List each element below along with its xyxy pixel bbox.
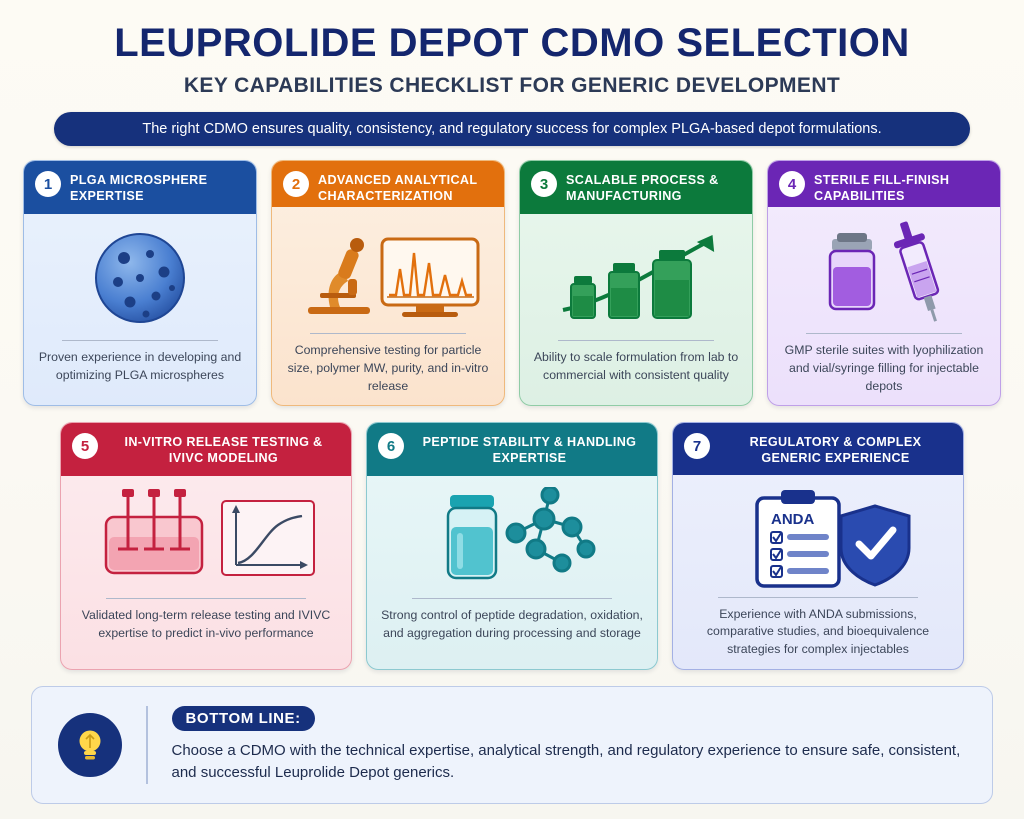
- card-description: Validated long-term release testing and IVIVC expertise to predict in-vivo performance: [81, 608, 331, 641]
- card-header: [24, 161, 256, 214]
- card-title: STERILE FILL-FINISH CAPABILITIES: [814, 173, 950, 203]
- lightbulb-icon: [58, 713, 122, 777]
- card-body: [520, 214, 752, 405]
- capability-card-1[interactable]: [23, 160, 257, 406]
- page-subtitle: KEY CAPABILITIES CHECKLIST FOR GENERIC DEVELOPMENT: [183, 74, 841, 97]
- dissolution-apparatus-curve-icon: [88, 486, 324, 590]
- card-header: [61, 423, 351, 476]
- capability-card-4[interactable]: [767, 160, 1001, 406]
- capability-card-2[interactable]: [271, 160, 505, 406]
- vial-molecule-icon: [404, 486, 620, 590]
- card-number: 2: [283, 171, 309, 197]
- card-divider: [718, 597, 918, 598]
- intro-banner: The right CDMO ensures quality, consistency, and regulatory success for complex PLGA-based depot formulations.: [54, 112, 970, 146]
- card-number: 3: [531, 171, 557, 197]
- capability-card-7[interactable]: [672, 422, 964, 670]
- card-body: [272, 207, 504, 405]
- capability-card-5[interactable]: [60, 422, 352, 670]
- vial-syringe-icon: [804, 217, 964, 325]
- card-description: Experience with ANDA submissions, comparative studies, and bioequivalence strategies for complex injectables: [706, 606, 930, 657]
- anda-clipboard-shield-icon: [723, 485, 913, 589]
- card-description: GMP sterile suites with lyophilization and vial/syringe filling for injectable depots: [784, 343, 984, 393]
- card-header: [520, 161, 752, 214]
- card-description: Strong control of peptide degradation, oxidation, and aggregation during processing and storage: [381, 608, 643, 641]
- card-divider: [310, 333, 467, 334]
- card-title: PLGA MICROSPHERE EXPERTISE: [70, 173, 208, 203]
- microsphere-icon: [84, 224, 196, 332]
- card-divider: [62, 340, 219, 341]
- capability-card-6[interactable]: [366, 422, 658, 670]
- card-description: Ability to scale formulation from lab to commercial with consistent quality: [533, 350, 739, 383]
- card-divider: [558, 340, 715, 341]
- card-body: [673, 475, 963, 669]
- bottom-line-body: Choose a CDMO with the technical expertise, analytical strength, and regulatory experience to ensure safe, consistent, and successful Leuprolide Depot generics.: [171, 741, 961, 781]
- scale-up-vials-icon: [541, 224, 731, 332]
- card-title: SCALABLE PROCESS & MANUFACTURING: [566, 173, 719, 203]
- card-header: [272, 161, 504, 207]
- capability-card-3[interactable]: [519, 160, 753, 406]
- card-description: Comprehensive testing for particle size, polymer MW, purity, and in-vitro release: [287, 343, 489, 393]
- bottom-divider: [146, 706, 148, 784]
- card-header: [367, 423, 657, 476]
- card-body: [61, 476, 351, 669]
- card-header: [768, 161, 1000, 207]
- card-divider: [806, 333, 963, 334]
- card-description: Proven experience in developing and optimizing PLGA microspheres: [38, 350, 242, 383]
- card-header: [673, 423, 963, 475]
- capability-row-1: [18, 160, 1006, 406]
- card-number: 6: [378, 433, 404, 459]
- card-divider: [412, 598, 612, 599]
- page-title: LEUPROLIDE DEPOT CDMO SELECTION: [114, 21, 910, 65]
- bottom-line-panel: [31, 686, 993, 804]
- card-body: [768, 207, 1000, 405]
- card-body: [367, 476, 657, 669]
- card-body: [24, 214, 256, 405]
- card-number: 5: [72, 433, 98, 459]
- card-divider: [106, 598, 306, 599]
- bottom-line-text-block: [172, 706, 967, 785]
- microscope-chromatogram-icon: [290, 217, 486, 325]
- card-title: PEPTIDE STABILITY & HANDLING EXPERTISE: [422, 435, 637, 465]
- card-number: 7: [684, 433, 710, 459]
- card-title: IN-VITRO RELEASE TESTING & IVIVC MODELING: [124, 435, 323, 465]
- card-title: ADVANCED ANALYTICAL CHARACTERIZATION: [318, 173, 478, 203]
- bottom-line-label: BOTTOM LINE:: [172, 706, 315, 731]
- card-number: 1: [35, 171, 61, 197]
- capability-row-2: [18, 422, 1006, 670]
- svg-text:ANDA: ANDA: [771, 510, 815, 528]
- card-number: 4: [779, 171, 805, 197]
- card-title: REGULATORY & COMPLEX GENERIC EXPERIENCE: [749, 435, 922, 465]
